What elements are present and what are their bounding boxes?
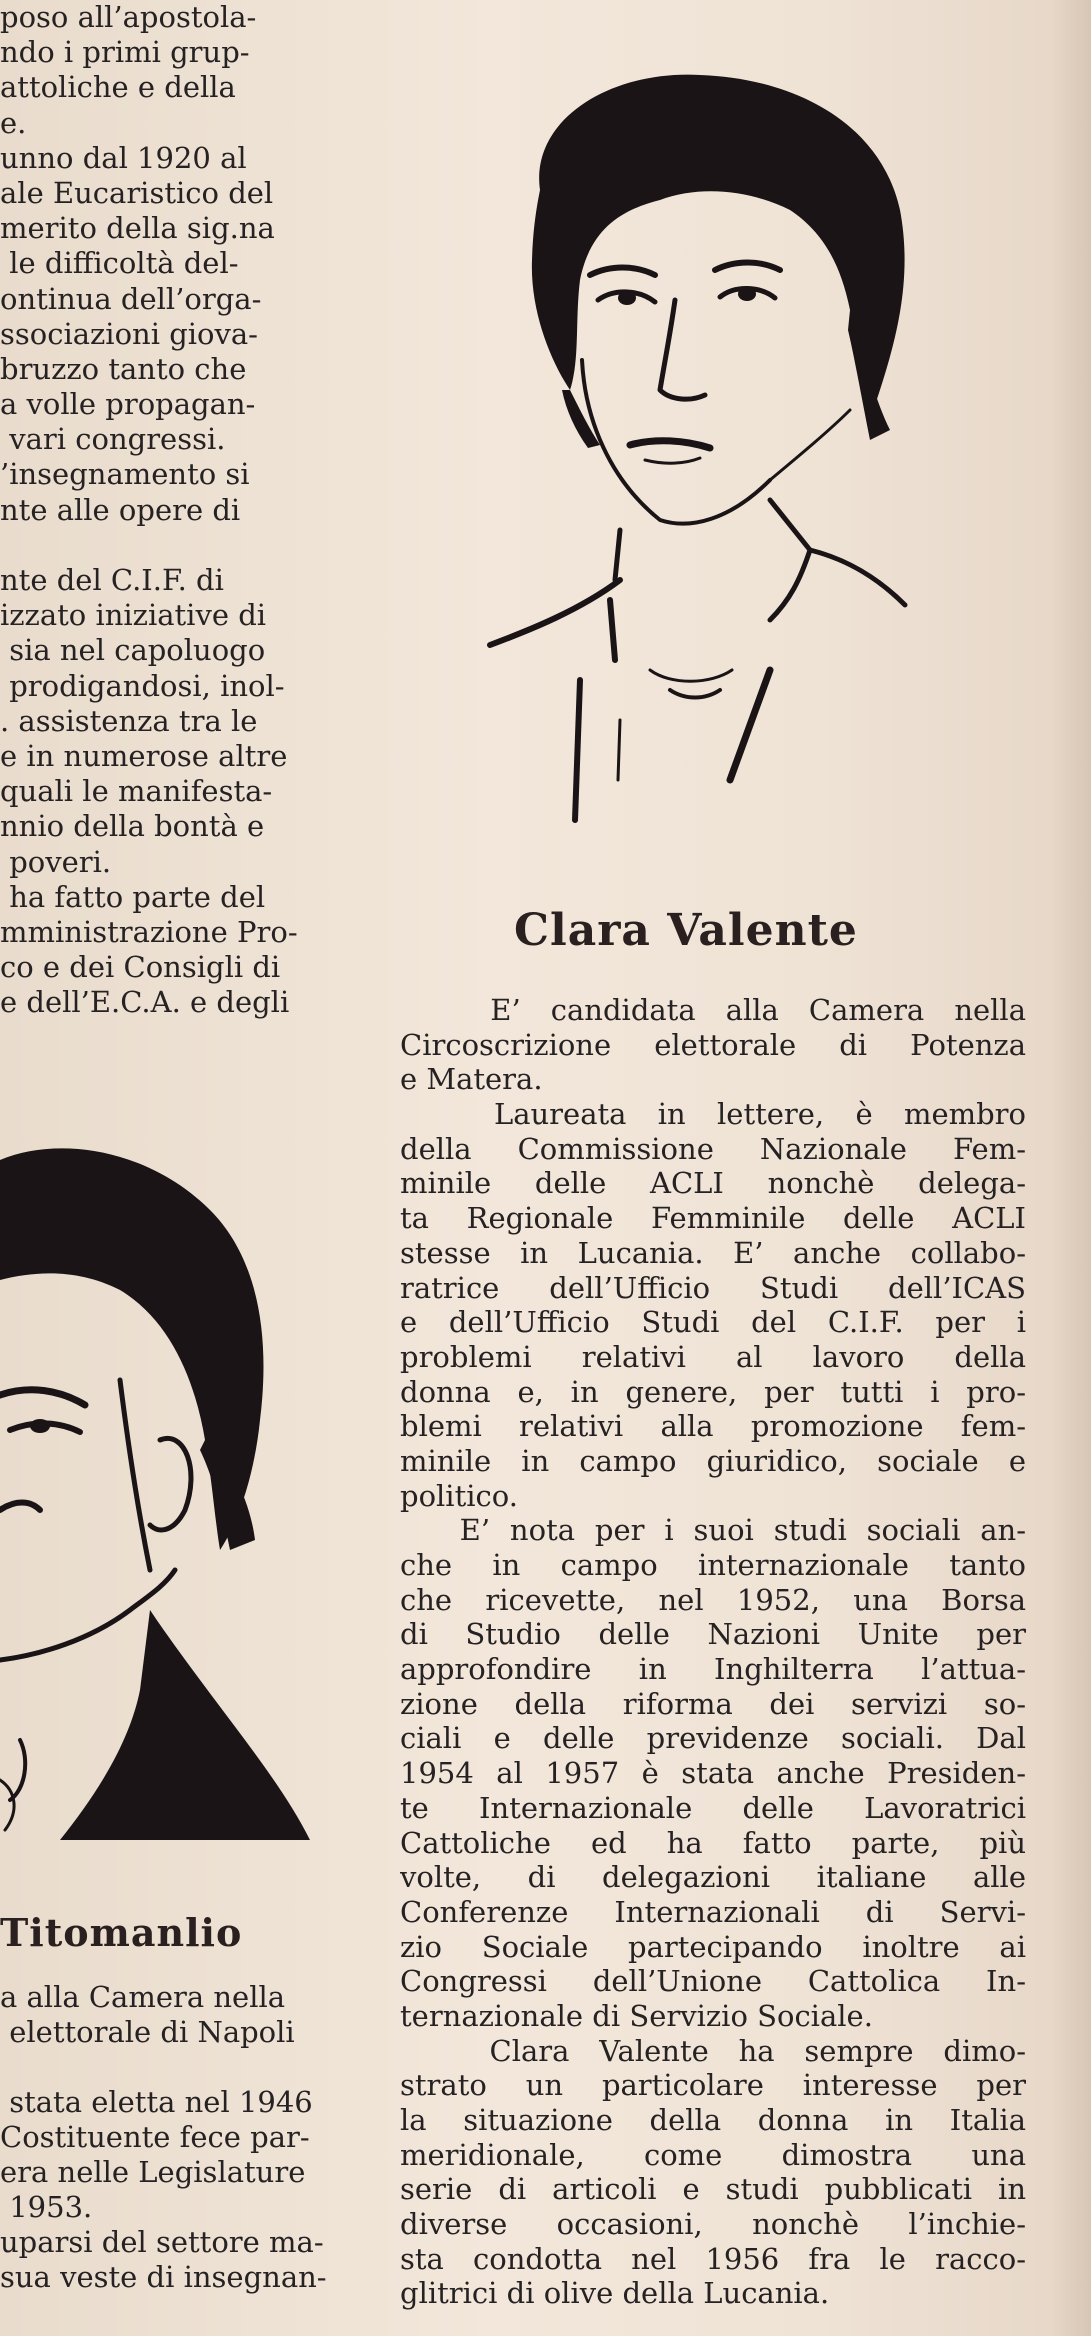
text-line: merito della sig.na — [0, 211, 275, 246]
text-line: ontinua dell’orga- — [0, 281, 262, 316]
text-line: blemi relativi alla promozione fem- — [400, 1409, 1026, 1444]
text-line: sia nel capoluogo — [0, 633, 266, 668]
text-line: elettorale di Napoli — [0, 2015, 295, 2049]
right-column-biography-text — [400, 993, 1026, 2311]
text-line: che ricevette, nel 1952, una Borsa — [400, 1582, 1026, 1617]
text-line: minile delle ACLI nonchè delega- — [400, 1166, 1026, 1201]
clara-valente-portrait-illustration — [470, 60, 930, 830]
text-line: stata eletta nel 1946 — [0, 2085, 313, 2119]
text-line: meridionale, come dimostra una — [400, 2137, 1026, 2172]
text-line: 1954 al 1957 è stata anche Presiden- — [400, 1756, 1026, 1791]
text-line: e. — [0, 105, 27, 140]
text-line: sua veste di insegnan- — [0, 2260, 327, 2294]
text-line: quali le manifesta- — [0, 774, 273, 809]
text-line: nte del C.I.F. di — [0, 563, 224, 597]
text-line: volte, di delegazioni italiane alle — [400, 1860, 1026, 1895]
text-line: ssociazioni giova- — [0, 316, 258, 351]
text-line: della Commissione Nazionale Fem- — [400, 1131, 1026, 1166]
text-line: Circoscrizione elettorale di Potenza — [400, 1027, 1026, 1062]
text-line: glitrici di olive della Lucania. — [400, 2276, 830, 2311]
text-line: stesse in Lucania. E’ anche collabo- — [400, 1235, 1026, 1270]
text-line: politico. — [400, 1478, 518, 1513]
text-line: Congressi dell’Unione Cattolica In- — [400, 1964, 1026, 1999]
titomanlio-portrait-illustration — [0, 1140, 330, 1880]
text-line: vari congressi. — [0, 422, 226, 457]
text-line: a alla Camera nella — [0, 1980, 286, 2014]
text-line: e Matera. — [400, 1062, 543, 1097]
text-line: e dell’E.C.A. e degli — [0, 985, 290, 1020]
text-line: ciali e delle previdenze sociali. Dal — [400, 1721, 1026, 1756]
text-line: 1953. — [0, 2190, 93, 2224]
text-line: ha fatto parte del — [0, 879, 266, 914]
text-line: zio Sociale partecipando inoltre ai — [400, 1929, 1026, 1964]
text-line: ’insegnamento si — [0, 457, 250, 492]
text-line: Cattoliche ed ha fatto parte, più — [400, 1825, 1026, 1860]
candidate-name-titomanlio: Titomanlio — [0, 1910, 243, 1955]
text-line: te Internazionale delle Lavoratrici — [400, 1790, 1026, 1825]
text-line: zione della riforma dei servizi so- — [400, 1686, 1026, 1721]
text-line: poveri. — [0, 844, 112, 879]
text-line: minile in campo giuridico, sociale e — [400, 1443, 1026, 1478]
text-line: ta Regionale Femminile delle ACLI — [400, 1201, 1026, 1236]
text-line: nnio della bontà e — [0, 809, 265, 844]
page-edge-shadow — [1051, 0, 1091, 2336]
text-line: ternazionale di Servizio Sociale. — [400, 1998, 873, 2033]
text-line: ratrice dell’Ufficio Studi dell’ICAS — [400, 1270, 1026, 1305]
text-line: diverse occasioni, nonchè l’inchie- — [400, 2207, 1026, 2242]
text-line: e in numerose altre — [0, 738, 288, 773]
text-line: era nelle Legislature — [0, 2155, 306, 2189]
text-line: approfondire in Inghilterra l’attua- — [400, 1652, 1026, 1687]
text-line: problemi relativi al lavoro della — [400, 1339, 1026, 1374]
text-line: ale Eucaristico del — [0, 175, 274, 210]
text-line: izzato iniziative di — [0, 598, 267, 633]
text-line: . assistenza tra le — [0, 703, 258, 738]
text-line: Clara Valente ha sempre dimo- — [400, 2033, 1026, 2068]
text-line: Conferenze Internazionali di Servi- — [400, 1894, 1026, 1929]
text-line: E’ nota per i suoi studi sociali an- — [400, 1513, 1026, 1548]
text-line: donna e, in genere, per tutti i pro- — [400, 1374, 1026, 1409]
text-line — [0, 2050, 358, 2085]
text-line: nte alle opere di — [0, 492, 241, 527]
text-line: ndo i primi grup- — [0, 35, 250, 70]
text-line: Costituente fece par- — [0, 2120, 310, 2154]
text-line: la situazione della donna in Italia — [400, 2103, 1026, 2137]
text-line: attoliche e della — [0, 70, 236, 105]
text-line: mministrazione Pro- — [0, 914, 298, 949]
text-line: strato un particolare interesse per — [400, 2068, 1026, 2103]
text-line: le difficoltà del- — [0, 246, 239, 281]
left-column-bottom-text — [0, 1980, 358, 2295]
text-line: co e dei Consigli di — [0, 950, 281, 985]
text-line: bruzzo tanto che — [0, 351, 247, 386]
candidate-name-clara-valente: Clara Valente — [514, 905, 858, 956]
text-line: serie di articoli e studi pubblicati in — [400, 2172, 1026, 2207]
left-column-top-text — [0, 0, 330, 1020]
text-line: unno dal 1920 al — [0, 140, 247, 175]
text-line: sta condotta nel 1956 fra le racco- — [400, 2241, 1026, 2276]
text-line: poso all’apostola- — [0, 0, 257, 34]
text-line: di Studio delle Nazioni Unite per — [400, 1617, 1026, 1652]
text-line: Laureata in lettere, è membro — [400, 1097, 1026, 1132]
text-line: che in campo internazionale tanto — [400, 1548, 1026, 1582]
text-line: E’ candidata alla Camera nella — [400, 993, 1026, 1027]
text-line: prodigandosi, inol- — [0, 668, 285, 703]
text-line: uparsi del settore ma- — [0, 2225, 324, 2259]
text-line: e dell’Ufficio Studi del C.I.F. per i — [400, 1305, 1026, 1340]
text-line — [0, 528, 330, 563]
text-line: a volle propagan- — [0, 387, 256, 422]
